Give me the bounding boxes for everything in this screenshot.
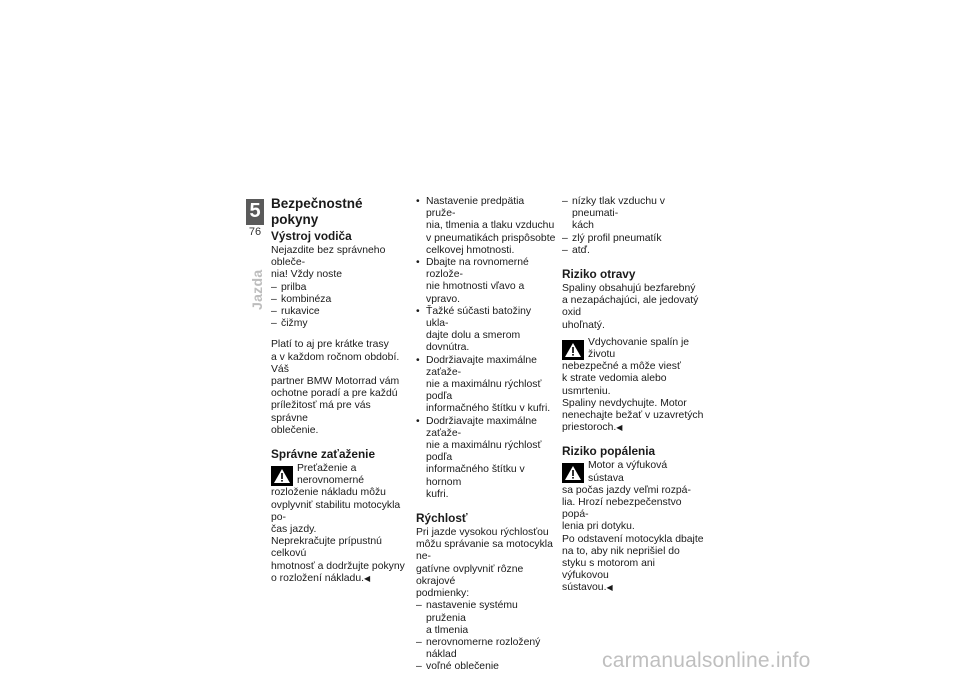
chapter-number: 5 (246, 199, 264, 224)
warning-triangle-icon (562, 463, 584, 483)
list-item: – atď. (562, 245, 704, 257)
equipment-paragraph: Platí to aj pre krátke trasy a v každom ročnom období. Váš partner BMW Motorrad vám ochotne poradí a pre každú príležitosť má pre vás správne oblečenie. (271, 339, 400, 436)
load-paragraph: Neprekračujte prípustnú celkovú hmotnosť a dodržujte pokyny o rozložení nákladu.◀ (271, 536, 405, 584)
list-item: • Ťažké súčasti batožiny ukla- dajte dolu a smerom dovnútra. (416, 306, 556, 355)
end-triangle-icon: ◀ (616, 423, 623, 433)
speed-list (416, 600, 556, 673)
list-item: – rukavice (271, 306, 409, 318)
warning-triangle-icon (562, 340, 584, 360)
heading-speed: Rýchlosť (416, 511, 468, 526)
list-item: – nízky tlak vzduchu v pneumati- kách (562, 196, 704, 233)
heading-poisoning-risk: Riziko otravy (562, 267, 636, 282)
heading-correct-load: Správne zaťaženie (271, 447, 376, 462)
column-1 (271, 196, 409, 585)
section-label: Jazda (249, 269, 265, 310)
speed-paragraph: Pri jazde vysokou rýchlosťou môžu správanie sa motocykla ne- gatívne ovplyvniť rôzne okrajové podmienky: (416, 527, 553, 600)
list-item: – nastavenie systému pruženia a tlmenia (416, 600, 556, 637)
page-title: Bezpečnostné pokyny (271, 196, 363, 227)
load-bullet-list (416, 196, 556, 501)
list-item: – kombinéza (271, 294, 409, 306)
list-item: • Nastavenie predpätia pruže- nia, tlmenia a tlaku vzduchu v pneumatikách prispôsobte celkovej hmotnosti. (416, 196, 556, 257)
column-3 (562, 196, 704, 595)
heading-rider-equipment: Výstroj vodiča (271, 229, 352, 243)
warning-block: Motor a výfuková sústava sa počas jazdy veľmi rozpá- lia. Hrozí nebezpečenstvo popá- lenia pri dotyku. (562, 460, 691, 533)
list-item: • Dodržiavajte maximálne zaťaže- nie a maximálnu rýchlosť podľa informačného štítku v kufri. (416, 355, 556, 416)
equipment-list (271, 282, 409, 331)
poisoning-paragraph-2: Spaliny nevdychujte. Motor nenechajte bežať v uzavretých priestoroch.◀ (562, 397, 704, 434)
warning-block: Preťaženie a nerovnomerné rozloženie nákladu môžu ovplyvniť stabilitu motocykla po- čas jazdy. (271, 463, 401, 536)
list-item: – čižmy (271, 318, 409, 330)
watermark: carmanualsonline.info (602, 649, 811, 672)
end-triangle-icon: ◀ (606, 583, 613, 593)
intro-paragraph: Nejazdite bez správneho obleče- nia! Vždy noste (271, 245, 386, 281)
end-triangle-icon: ◀ (364, 573, 371, 583)
poisoning-paragraph: Spaliny obsahujú bezfarebný a nezapáchajúci, ale jedovatý oxid uhoľnatý. (562, 283, 699, 331)
warning-triangle-icon (271, 466, 293, 486)
warning-block: Vdychovanie spalín je životu nebezpečné a môže viesť k strate vedomia alebo usmrteniu. (562, 336, 690, 397)
page-number: 76 (248, 226, 262, 238)
list-item: – zlý profil pneumatík (562, 233, 704, 245)
list-item: – nerovnomerne rozložený náklad (416, 637, 556, 661)
page-number-divider (246, 224, 264, 225)
speed-list-continued (562, 196, 704, 257)
column-2 (416, 196, 556, 674)
heading-burn-risk: Riziko popálenia (562, 444, 656, 459)
list-item: • Dodržiavajte maximálne zaťaže- nie a maximálnu rýchlosť podľa informačného štítku v hornom kufri. (416, 416, 556, 501)
list-item: • Dbajte na rovnomerné rozlože- nie hmotnosti vľavo a vpravo. (416, 257, 556, 306)
list-item: – prilba (271, 282, 409, 294)
burn-paragraph: Po odstavení motocykla dbajte na to, aby nik neprišiel do styku s motorom ani výfukovou sústavou.◀ (562, 533, 704, 594)
list-item: – voľné oblečenie (416, 661, 556, 673)
